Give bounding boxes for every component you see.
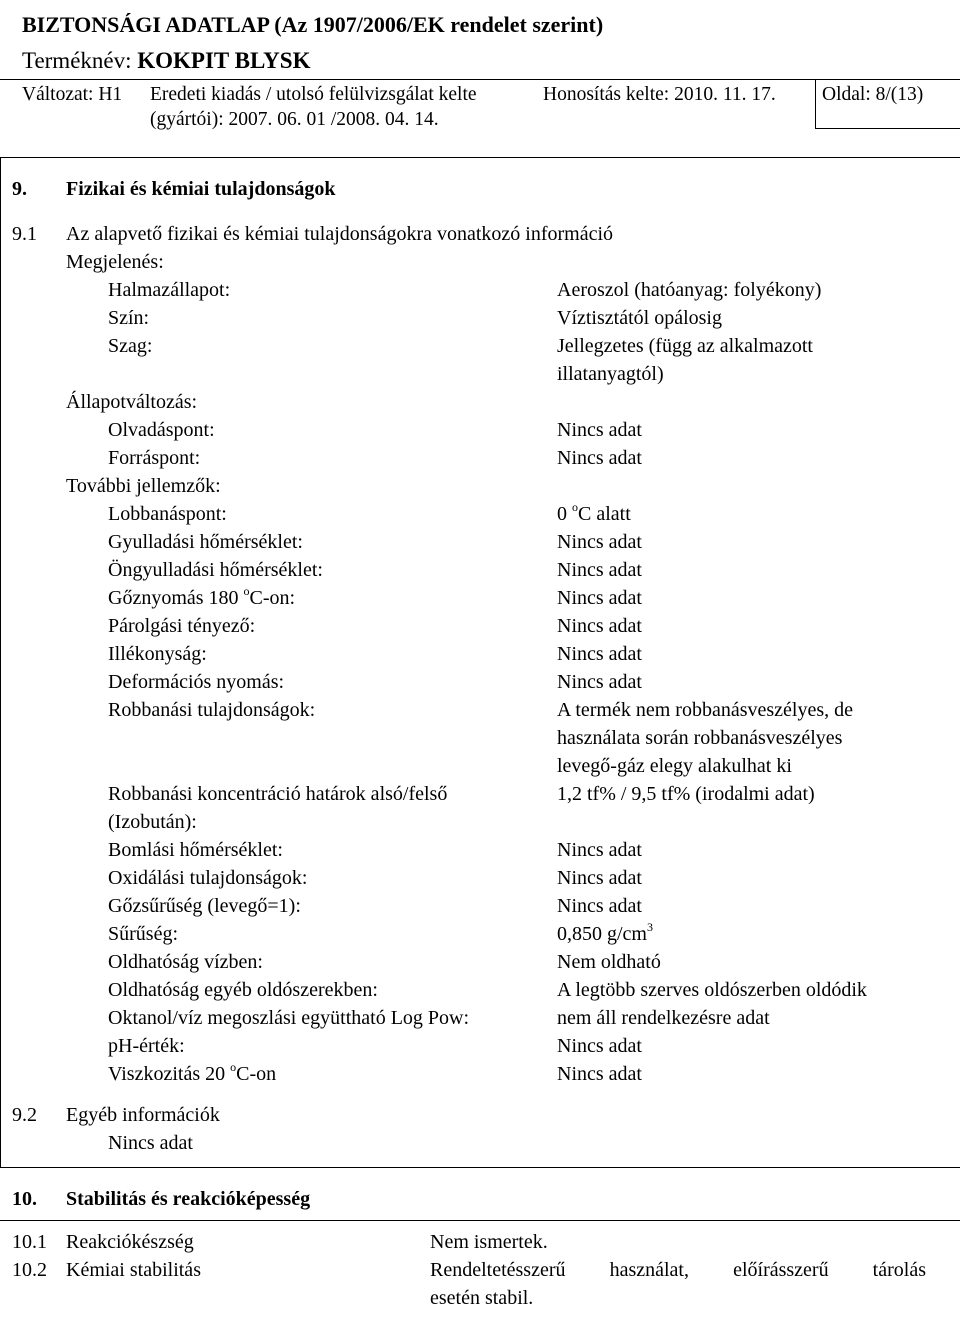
prop-value-forraspont: Nincs adat [557, 447, 642, 469]
prop-value-oktanol: nem áll rendelkezésre adat [557, 1007, 770, 1029]
prop-label-lobbanaspont: Lobbanáspont: [108, 503, 227, 525]
sub102-number: 10.2 [12, 1259, 47, 1281]
prop-value-suruseg: 0,850 $g/cm^3$ [557, 920, 653, 945]
original-issue-line1: Eredeti kiadás / utolsó felülvizsgálat kelte [150, 84, 477, 105]
appearance-label: Megjelenés: [66, 251, 164, 273]
header-divider [0, 79, 960, 80]
prop-value-szag-line2: illatanyagtól) [557, 363, 664, 385]
product-label: Terméknév: [22, 48, 138, 73]
prop-value-szag: Jellegzetes (függ az alkalmazott [557, 335, 813, 357]
sub91-title: Az alapvető fizikai és kémiai tulajdonságokra vonatkozó információ [66, 223, 614, 245]
page-box-bottom [815, 128, 960, 129]
sub92-number: 9.2 [12, 1104, 37, 1126]
prop-value-goznyomas: Nincs adat [557, 587, 642, 609]
prop-label-oxidalasi: Oxidálási tulajdonságok: [108, 867, 308, 889]
prop-label-szin: Szín: [108, 307, 150, 329]
prop-label-illekonysag: Illékonyság: [108, 643, 207, 665]
prop-value-gyulladasi: Nincs adat [557, 531, 642, 553]
prop-value-parolgasi: Nincs adat [557, 615, 642, 637]
prop-label-suruseg: Sűrűség: [108, 923, 178, 945]
section10-top-border [0, 1167, 960, 1168]
prop-label-viszkozitas: Viszkozitás 20 $^o$C-on [108, 1060, 277, 1085]
prop-value-koncentracio: 1,2 tf% / 9,5 tf% (irodalmi adat) [557, 783, 815, 805]
prop-label-szag: Szag: [108, 335, 153, 357]
localization-date: Honosítás kelte: 2010. 11. 17. [543, 84, 776, 105]
prop-value-oldhatosag-egyeb: A legtöbb szerves oldószerben oldódik [557, 979, 867, 1001]
prop-value-olvadaspont: Nincs adat [557, 419, 642, 441]
sub101-number: 10.1 [12, 1231, 47, 1253]
prop-label-ongyulladasi: Öngyulladási hőmérséklet: [108, 559, 323, 581]
prop-value-bomlasi: Nincs adat [557, 839, 642, 861]
sub102-label: Kémiai stabilitás [66, 1259, 201, 1281]
prop-label-gyulladasi: Gyulladási hőmérséklet: [108, 531, 303, 553]
product-line [22, 48, 310, 74]
sub92-title: Egyéb információk [66, 1104, 220, 1126]
section9-number: 9. [12, 178, 27, 200]
prop-label-goznyomas: Gőznyomás 180 $^o$C-on: [108, 584, 296, 609]
sub91-number: 9.1 [12, 223, 37, 245]
prop-value-illekonysag: Nincs adat [557, 643, 642, 665]
further-properties-label: További jellemzők: [66, 475, 221, 497]
sub101-label: Reakciókészség [66, 1231, 194, 1253]
prop-label-koncentracio: Robbanási koncentráció határok alsó/felső [108, 783, 448, 805]
prop-value-szin: Víztisztától opálosig [557, 307, 722, 329]
page-box-divider [815, 79, 816, 129]
prop-label-koncentracio-line2: (Izobután): [108, 811, 197, 833]
prop-label-robbanasi: Robbanási tulajdonságok: [108, 699, 316, 721]
prop-value-oldhatosag-vizben: Nem oldható [557, 951, 661, 973]
section9-top-border [0, 157, 960, 158]
product-name: KOKPIT BLYSK [137, 48, 311, 73]
prop-value-ph: Nincs adat [557, 1035, 642, 1057]
prop-value-lobbanaspont: 0 $^o$C alatt [557, 500, 631, 525]
version: Változat: H1 [22, 84, 123, 105]
sub102-value-line2: esetén stabil. [430, 1287, 534, 1309]
prop-value-ongyulladasi: Nincs adat [557, 559, 642, 581]
prop-label-forraspont: Forráspont: [108, 447, 201, 469]
prop-label-gozsuruseg: Gőzsűrűség (levegő=1): [108, 895, 301, 917]
section10-title: Stabilitás és reakcióképesség [66, 1188, 311, 1210]
prop-label-halmazallapot: Halmazállapot: [108, 279, 231, 301]
page-number: Oldal: 8/(13) [822, 84, 924, 105]
prop-label-deformacios: Deformációs nyomás: [108, 671, 285, 693]
section9-title: Fizikai és kémiai tulajdonságok [66, 178, 336, 200]
prop-label-oldhatosag-vizben: Oldhatóság vízben: [108, 951, 263, 973]
prop-label-ph: pH-érték: [108, 1035, 185, 1057]
prop-value-robbanasi-line2: használata során robbanásveszélyes [557, 727, 843, 749]
prop-value-viszkozitas: Nincs adat [557, 1063, 642, 1085]
prop-value-oxidalasi: Nincs adat [557, 867, 642, 889]
original-issue-line2: (gyártói): 2007. 06. 01 /2008. 04. 14. [150, 109, 439, 130]
prop-label-parolgasi: Párolgási tényező: [108, 615, 256, 637]
prop-value-halmazallapot: Aeroszol (hatóanyag: folyékony) [557, 279, 822, 301]
prop-value-gozsuruseg: Nincs adat [557, 895, 642, 917]
document-title: BIZTONSÁGI ADATLAP (Az 1907/2006/EK rendelet szerint) [22, 12, 604, 37]
prop-label-bomlasi: Bomlási hőmérséklet: [108, 839, 283, 861]
prop-value-robbanasi-line3: levegő-gáz elegy alakulhat ki [557, 755, 792, 777]
sub102-value: Rendeltetésszerű használat, előírásszerű tárolás [430, 1259, 926, 1281]
prop-value-robbanasi: A termék nem robbanásveszélyes, de [557, 699, 854, 721]
prop-value-deformacios: Nincs adat [557, 671, 642, 693]
state-change-label: Állapotváltozás: [66, 391, 198, 413]
section9-left-border [0, 157, 1, 1167]
section10-title-divider [0, 1220, 960, 1221]
prop-label-oktanol: Oktanol/víz megoszlási együttható Log Pow: [108, 1007, 470, 1029]
section10-number: 10. [12, 1188, 37, 1210]
sub101-value: Nem ismertek. [430, 1231, 548, 1253]
sub92-value: Nincs adat [108, 1132, 193, 1154]
prop-label-olvadaspont: Olvadáspont: [108, 419, 215, 441]
prop-label-oldhatosag-egyeb: Oldhatóság egyéb oldószerekben: [108, 979, 378, 1001]
